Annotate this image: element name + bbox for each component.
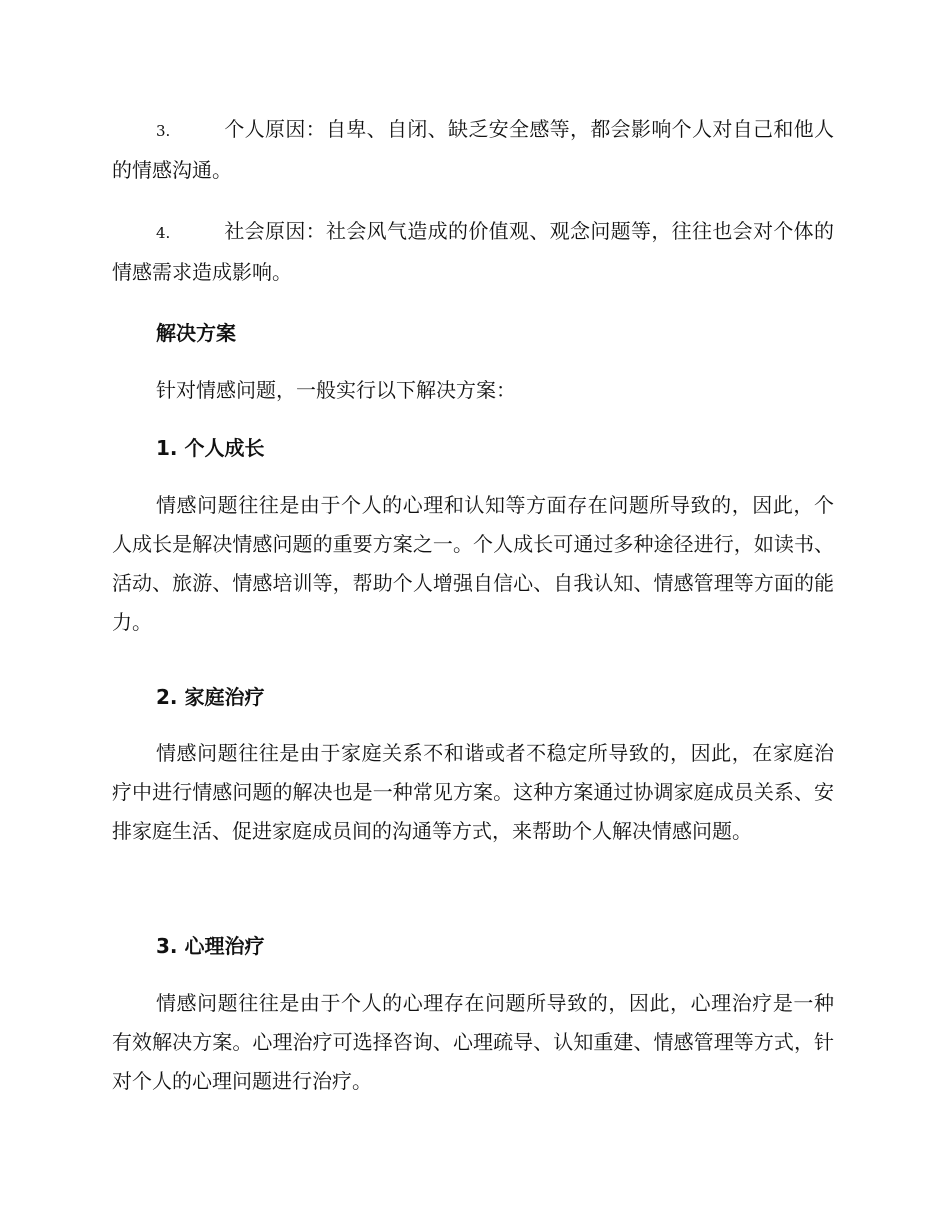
section-heading: 解决方案 (156, 321, 236, 345)
list-item-text: 社会原因：社会风气造成的价值观、观念问题等，往往也会对个体的情感需求造成影响。 (112, 219, 834, 284)
paragraph-psychotherapy: 情感问题往往是由于个人的心理存在问题所导致的，因此，心理治疗是一种有效解决方案。心理治疗可选择咨询、心理疏导、认知重建、情感管理等方式，针对个人的心理问题进行治疗。 (112, 991, 834, 1093)
intro-paragraph: 针对情感问题，一般实行以下解决方案： (156, 378, 516, 402)
list-number: 4. (156, 224, 171, 242)
subsection-heading-psychotherapy: 3. 心理治疗 (156, 934, 265, 958)
paragraph-family-therapy: 情感问题往往是由于家庭关系不和谐或者不稳定所导致的，因此，在家庭治疗中进行情感问题的解决也是一种常见方案。这种方案通过协调家庭成员关系、安排家庭生活、促进家庭成员间的沟通等方式，来帮助个人解决情感问题。 (112, 741, 834, 843)
list-item-text: 个人原因：自卑、自闭、缺乏安全感等，都会影响个人对自己和他人的情感沟通。 (112, 117, 834, 182)
subsection-heading-personal-growth: 1. 个人成长 (156, 436, 265, 460)
list-item-4 (112, 212, 834, 292)
paragraph-personal-growth: 情感问题往往是由于个人的心理和认知等方面存在问题所导致的，因此，个人成长是解决情感问题的重要方案之一。个人成长可通过多种途径进行，如读书、活动、旅游、情感培训等，帮助个人增强自信心、自我认知、情感管理等方面的能力。 (112, 493, 834, 634)
list-item-3 (112, 110, 834, 190)
list-number: 3. (156, 122, 171, 140)
subsection-heading-family-therapy: 2. 家庭治疗 (156, 685, 265, 709)
